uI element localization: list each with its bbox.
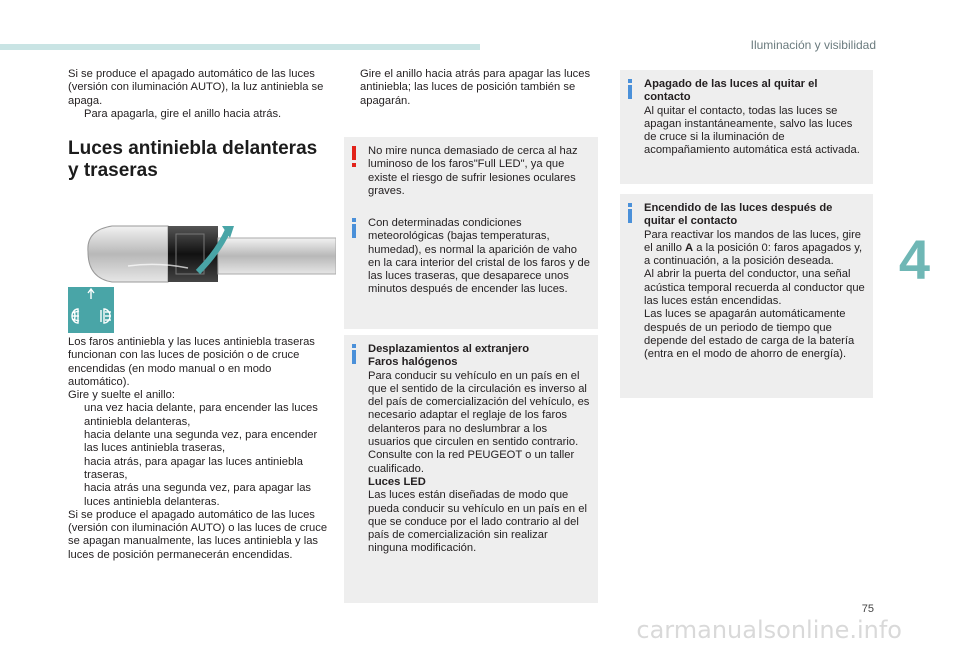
warning-box	[344, 137, 598, 209]
col2-top-bullet	[344, 68, 592, 108]
list-item-text: hacia atrás, para apagar las luces antiniebla traseras,	[84, 455, 303, 481]
info-text: Consulte con la red PEUGEOT o un taller cualificado.	[368, 449, 575, 475]
intro-block	[68, 68, 328, 121]
chapter-number: 4	[898, 228, 930, 291]
info-subheading: Luces LED	[368, 475, 426, 488]
info-heading: Desplazamientos al extranjero	[368, 343, 530, 355]
intro-paragraph: Si se produce el apagado automático de las luces (versión con iluminación AUTO), la luz antiniebla se apaga.	[68, 68, 324, 107]
info-box-condensation	[344, 209, 598, 329]
page-title	[68, 138, 317, 182]
body-paragraph-3: Si se produce el apagado automático de las luces (versión con iluminación AUTO) o las luces de cruce se apagan manualmente, las luces antiniebla y las luces de posición permanecerán encendidas.	[68, 508, 328, 561]
info-heading: Encendido de las luces después de quitar el contacto	[644, 202, 833, 228]
info-heading: Apagado de las luces al quitar el contacto	[644, 78, 818, 104]
page-number: 75	[861, 603, 874, 615]
list-item	[68, 482, 330, 509]
info-box-switch-on	[620, 194, 873, 398]
list-item	[344, 68, 592, 108]
body-paragraph-2: Gire y suelte el anillo:	[68, 389, 175, 402]
warning-text: No mire nunca demasiado de cerca al haz luminoso de los faros"Full LED", ya que existe el riesgo de sufrir lesiones oculares graves.	[368, 145, 578, 197]
info-text-part: a la posición 0: faros apagados y, a continuación, a la posición deseada.	[644, 241, 863, 268]
watermark: carmanualsonline.info	[636, 616, 902, 644]
info-subheading: Faros halógenos	[368, 356, 458, 369]
ring-label: A	[685, 241, 694, 254]
warning-icon	[352, 146, 356, 166]
body-paragraph-1: Los faros antiniebla y las luces antiniebla traseras funcionan con las luces de posición o de cruce encendidas (en modo manual o en modo automático).	[68, 336, 315, 388]
list-item	[68, 456, 330, 483]
info-text: Al quitar el contacto, todas las luces se apagan instantáneamente, salvo las luces de cruce si la iluminación de acompañamiento automática está activada.	[644, 104, 860, 157]
section-title: Iluminación y visibilidad	[750, 38, 876, 52]
fog-light-symbol-icon	[68, 287, 114, 333]
list-item-text: hacia delante una segunda vez, para encender las luces antiniebla traseras,	[84, 429, 318, 455]
info-box-switch-off	[620, 70, 873, 184]
list-item	[68, 402, 330, 429]
list-item-text: una vez hacia delante, para encender las luces antiniebla delanteras,	[84, 402, 318, 428]
info-text: Al abrir la puerta del conductor, una señal acústica temporal recuerda al conductor que las luces están encendidas.	[644, 268, 865, 308]
info-text: Con determinadas condiciones meteorológicas (bajas temperaturas, humedad), es normal la aparición de vaho en la cara interior del cristal de los faros y de las luces traseras, que desaparece unos minutos después de encender las luces.	[368, 217, 590, 296]
intro-bullet-text: Para apagarla, gire el anillo hacia atrás.	[84, 107, 282, 120]
list-item-text: hacia atrás una segunda vez, para apagar las luces antiniebla delanteras.	[84, 482, 312, 508]
list-item-text: Gire el anillo hacia atrás para apagar las luces antiniebla; las luces de posición también se apagarán.	[360, 68, 591, 107]
info-text: Para conducir su vehículo en un país en el que el sentido de la circulación es inverso al del país de comercialización del vehículo, es necesario adaptar el reglaje de los faros delanteros para no deslumbrar a los usuarios que circulen en sentido contrario.	[368, 369, 590, 449]
info-text	[644, 229, 865, 269]
info-text: Las luces están diseñadas de modo que pueda conducir su vehículo en un país en el que se conduce por el lado contrario al del país de comercialización sin realizar ninguna modificación.	[368, 489, 587, 555]
title-line-1: Luces antiniebla delanteras	[68, 138, 318, 159]
info-text: Las luces se apagarán automáticamente después de un periodo de tiempo que depende del estado de carga de la batería (entra en el modo de ahorro de energía).	[644, 308, 855, 361]
info-text-part: Para reactivar los mandos de las luces, gire el anillo	[644, 228, 862, 254]
body-block	[68, 336, 330, 562]
title-line-2: y traseras	[68, 160, 158, 181]
info-box-abroad	[344, 335, 598, 603]
intro-bullet	[68, 108, 328, 121]
list-item	[68, 429, 330, 456]
header-rule	[0, 44, 480, 50]
